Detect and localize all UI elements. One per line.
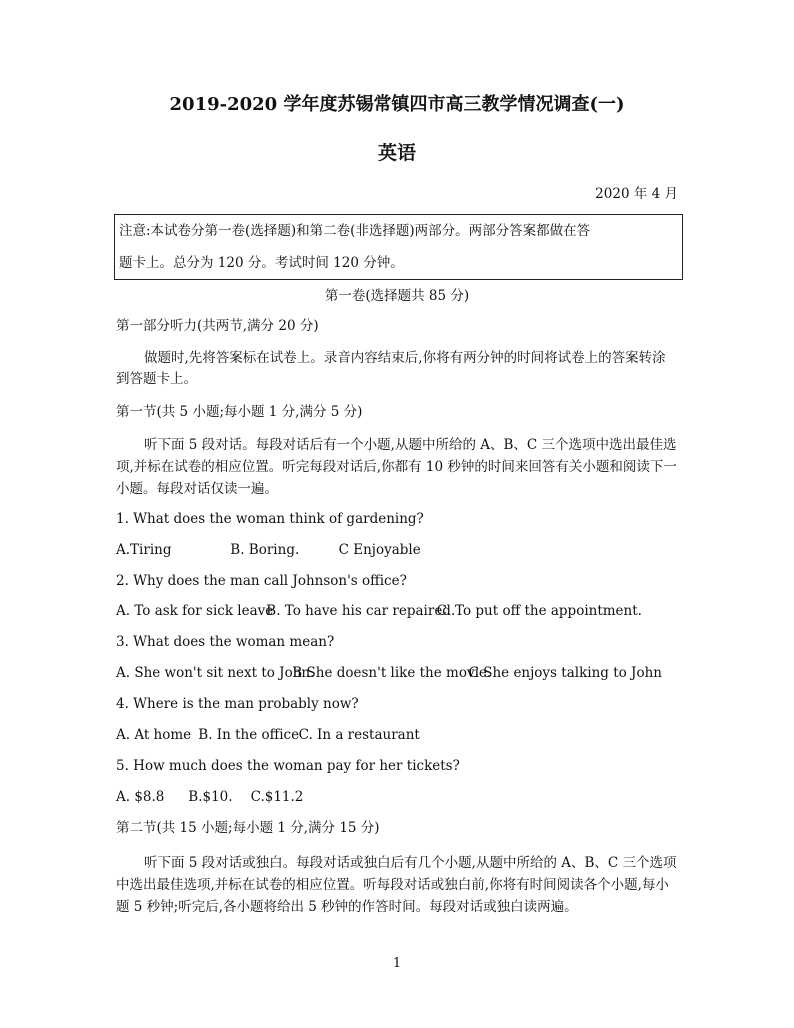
question-2: 2. Why does the man call Johnson's office? [116, 573, 407, 589]
section1-instruction-line-2: 项,并标在试卷的相应位置。听完每段对话后,你都有 10 秒钟的时间来回答有关小题和阅读下一 [116, 459, 677, 475]
subject-title: 英语 [377, 142, 416, 164]
question-4: 4. Where is the man probably now? [116, 696, 359, 712]
question-5: 5. How much does the woman pay for her tickets? [116, 758, 460, 774]
option-b: B.$10. [188, 789, 233, 805]
question-3: 3. What does the woman mean? [116, 634, 335, 650]
part1-instruction-line-1: 做题时,先将答案标在试卷上。录音内容结束后,你将有两分钟的时间将试卷上的答案转涂 [144, 350, 666, 366]
question-4-options [116, 727, 420, 743]
notice-line-1: 注意:本试卷分第一卷(选择题)和第二卷(非选择题)两部分。两部分答案都做在答 [119, 223, 591, 239]
section1-instruction-line-1: 听下面 5 段对话。每段对话后有一个小题,从题中所给的 A、B、C 三个选项中选出最佳选 [144, 437, 677, 453]
option-b: B. Boring. [230, 542, 300, 558]
section2-instruction-line-1: 听下面 5 段对话或独白。每段对话或独白后有几个小题,从题中所给的 A、B、C 三个选项 [144, 855, 677, 871]
section1-heading: 第一节(共 5 小题;每小题 1 分,满分 5 分) [116, 404, 363, 420]
option-c: C She enjoys talking to John [468, 665, 662, 681]
volume1-heading: 第一卷(选择题共 85 分) [324, 288, 470, 304]
option-a: A.Tiring [116, 542, 172, 558]
option-c: C Enjoyable [338, 542, 421, 558]
question-3-options [116, 665, 662, 681]
question-1: 1. What does the woman think of gardening? [116, 511, 424, 527]
section2-instruction-line-2: 中选出最佳选项,并标在试卷的相应位置。听每段对话或独白前,你将有时间阅读各个小题,每小 [116, 877, 669, 893]
exam-title: 2019-2020 学年度苏锡常镇四市高三教学情况调查(一) [169, 94, 625, 115]
question-5-options [116, 789, 303, 805]
option-b: B. To have his car repaired. [266, 603, 456, 619]
option-b: B. In the office [198, 727, 300, 743]
option-a: A. $8.8 [116, 789, 165, 805]
part1-heading: 第一部分听力(共两节,满分 20 分) [116, 318, 319, 334]
section1-instruction-line-3: 小题。每段对话仅读一遍。 [116, 481, 278, 497]
option-a: A. She won't sit next to John. [116, 665, 315, 681]
question-2-options [116, 603, 642, 619]
option-c: C.$11.2 [250, 789, 304, 805]
part1-instruction-line-2: 到答题卡上。 [116, 371, 197, 387]
section2-instruction-line-3: 题 5 秒钟;听完后,各小题将给出 5 秒钟的作答时间。每段对话或独白读两遍。 [116, 899, 578, 915]
section2-heading: 第二节(共 15 小题;每小题 1 分,满分 15 分) [116, 820, 380, 836]
option-a: A. To ask for sick leave [116, 603, 274, 619]
exam-date: 2020 年 4 月 [595, 186, 678, 202]
option-b: B She doesn't like the movie. [292, 665, 492, 681]
option-c: C. In a restaurant [298, 727, 420, 743]
page-number: 1 [392, 956, 402, 971]
notice-line-2: 题卡上。总分为 120 分。考试时间 120 分钟。 [119, 255, 404, 271]
notice-box [114, 214, 683, 280]
option-a: A. At home [116, 727, 192, 743]
option-c: C. To put off the appointment. [436, 603, 642, 619]
question-1-options [116, 542, 421, 558]
